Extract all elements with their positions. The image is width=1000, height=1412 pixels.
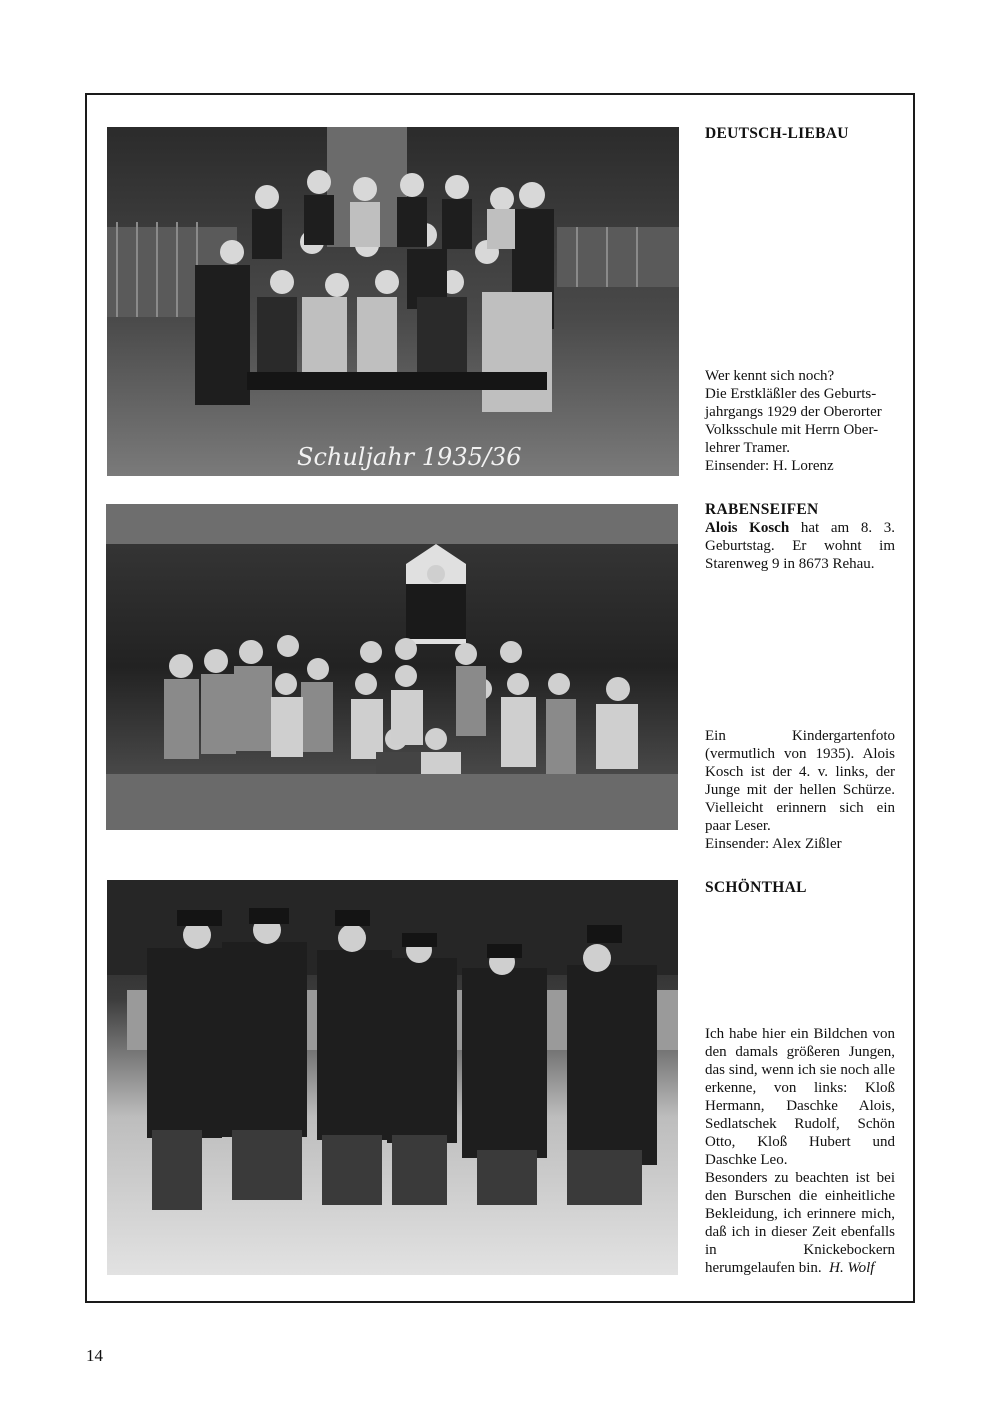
sender-line: Einsender: H. Lorenz xyxy=(705,458,834,474)
photo-year-inscription: Schuljahr 1935/36 xyxy=(297,443,522,471)
author-signature: H. Wolf xyxy=(829,1260,875,1276)
caption-line: Wer kennt sich noch? xyxy=(705,368,835,384)
caption-line: Volksschule mit Herrn Ober- xyxy=(705,422,879,438)
caption-deutsch-liebau xyxy=(705,367,895,475)
caption-text: Ich habe hier ein Bildchen von den damals größeren Jungen, das sind, wenn ich sie noch alle erkenne, von links: Kloß Hermann, Daschke Alois, Sedlatschek Rudolf, Schön Otto, Kloß Hubert und Daschke Leo. xyxy=(705,1026,895,1168)
birthday-text: hat am 8. 3. Geburtstag. Er wohnt im Starenweg 9 in 8673 Rehau. xyxy=(705,520,896,572)
caption-line: lehrer Tramer. xyxy=(705,440,790,456)
heading-deutsch-liebau: DEUTSCH-LIEBAU xyxy=(705,125,849,142)
heading-schoenthal: SCHÖNTHAL xyxy=(705,879,807,896)
caption-line: jahrgangs 1929 der Oberorter xyxy=(705,404,882,420)
class-photo-deutsch-liebau xyxy=(107,127,679,476)
group-photo-schoenthal xyxy=(107,880,678,1275)
caption-line: Die Erstkläßler des Geburts- xyxy=(705,386,877,402)
caption-text-2: Besonders zu beachten ist bei den Burschen die einheitliche Bekleidung, ich erinnere mich, daß ich in dieser Zeit ebenfalls in Knickebockern herumgelaufen bin. xyxy=(705,1170,895,1276)
caption-text: Ein Kindergartenfoto (vermutlich von 1935). Alois Kosch ist der 4. v. links, der Junge mit der hellen Schürze. Vielleicht erinnern sich ein paar Leser. xyxy=(705,728,895,834)
heading-rabenseifen: RABENSEIFEN xyxy=(705,501,819,518)
sender-line: Einsender: Alex Zißler xyxy=(705,836,842,852)
caption-rabenseifen xyxy=(705,727,895,853)
page-number: 14 xyxy=(86,1346,103,1365)
kindergarten-photo-rabenseifen xyxy=(106,504,678,830)
birthday-note xyxy=(705,519,895,573)
caption-schoenthal xyxy=(705,1025,895,1277)
birthday-name: Alois Kosch xyxy=(705,520,790,536)
